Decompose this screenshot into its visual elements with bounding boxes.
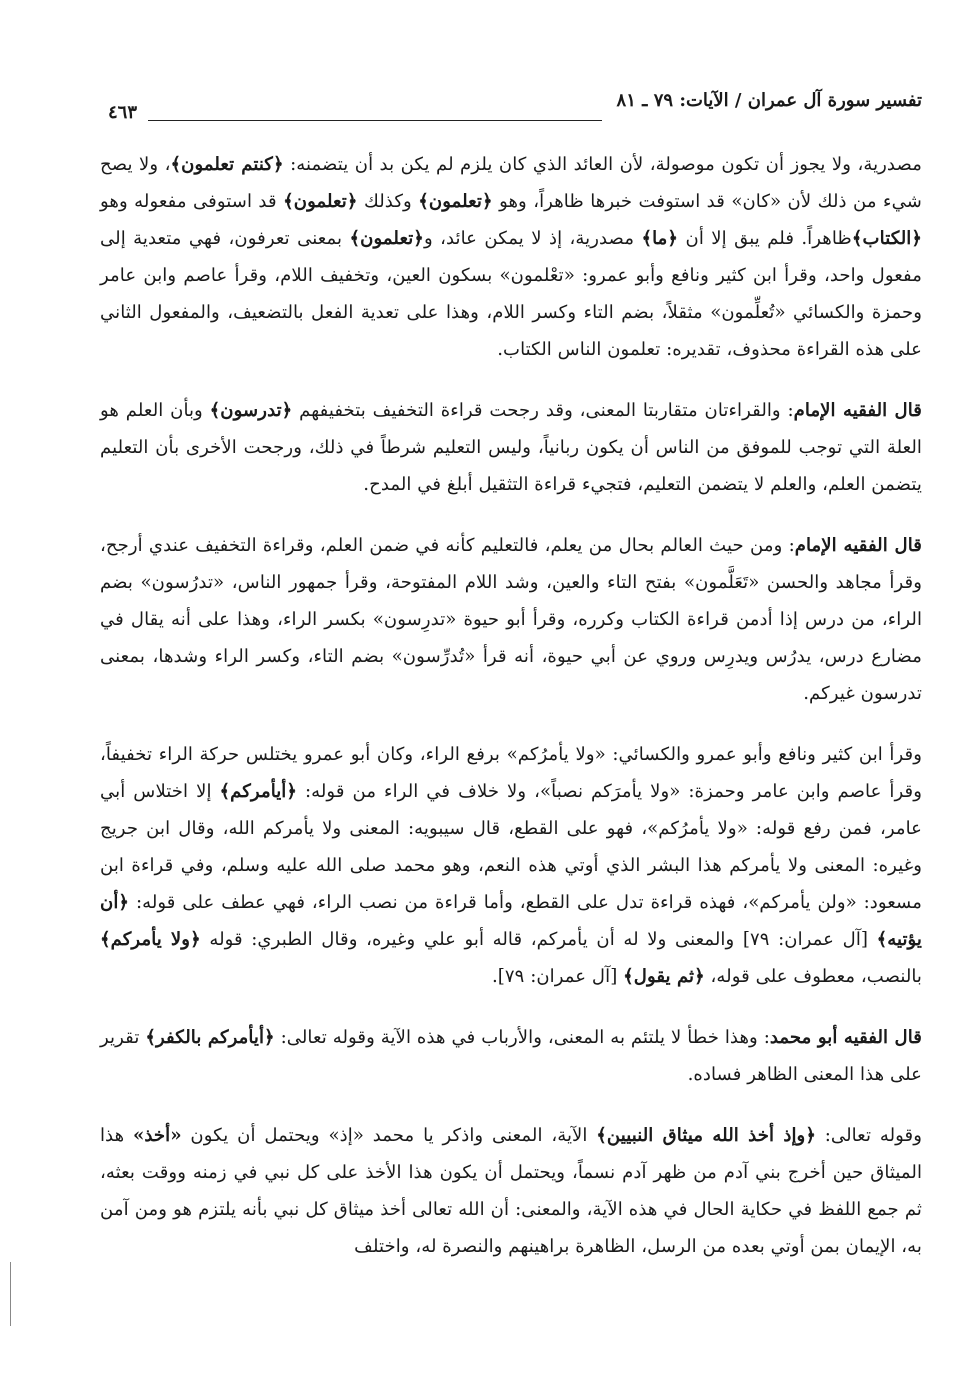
body-text: هذا الميثاق حين أخرج بني آدم من ظهر آدم نسماً، ويحتمل أن يكون هذا الأخذ على كل نبي في زمنه ووقت بعثه، ثم جمع اللفظ في حكاية الحال في هذه الآية، والمعنى: أن الله تعالى أخذ ميثاق كل نبي بأنه يلتزم هو ومن آمن به، الإيمان بمن أوتي بعده من الرسل، الظاهرة براهينهم والنصرة له، واختلف xyxy=(100,1125,922,1257)
emphasis-text: «أخذ» xyxy=(133,1125,182,1146)
emphasis-text: ﴿أيأمركم﴾ xyxy=(219,781,298,802)
emphasis-text: ﴿أيأمركم بالكفر﴾ xyxy=(145,1027,275,1048)
paragraph xyxy=(100,1019,922,1093)
emphasis-text: ﴿أن يؤتيه﴾ xyxy=(100,892,922,950)
body-text: وقوله تعالى: xyxy=(815,1125,922,1146)
body-text: قد استوفى مفعوله وهو xyxy=(100,191,284,212)
body-text: : ومن حيث العالم بحال من يعلم، فالتعليم كأنه في ضمن العلم، وقراءة التخفيف عندي أرجح، وقرأ مجاهد والحسن «تَعَلَّمون» بفتح التاء والعين، وشد اللام المفتوحة، وقرأ جمهور الناس، «تدرُسون» بضم الراء، من درس إذا أدمن قراءة الكتاب وكرره، وقرأ أبو حيوة «تدرِسون» بكسر الراء، وهذا على أنه يقال في مضارع درس، يدرُس ويدرِس وروي عن أبي حيوة، أنه قرأ «تُدرِّسون» بضم التاء، وكسر الراء وشدها، بمعنى تدرسون غيركم. xyxy=(100,535,922,704)
emphasis-text: قال الفقيه أبو محمد xyxy=(769,1027,922,1048)
paragraph xyxy=(100,392,922,503)
emphasis-text: ﴿كنتم تعلمون﴾ xyxy=(170,154,284,175)
header-title: تفسير سورة آل عمران / الآيات: ٧٩ ـ ٨١ xyxy=(616,90,922,111)
body-text: وبأن العلم هو العلة التي توجب للموفق من الناس أن يكون ربانياً، وليس التعليم شرطاً في ذلك، ورجحت الأخرى بأن التعليم يتضمن العلم، والعلم لا يتضمن التعليم، فتجيء قراءة التثقيل أبلغ في المدح. xyxy=(100,400,922,495)
emphasis-text: ﴿تدرسون﴾ xyxy=(209,400,293,421)
body-text: وقرأ ابن كثير ونافع وأبو عمرو والكسائي: «ولا يأمرُكم» برفع الراء، وكان أبو عمرو يختلس حركة الراء تخفيفاً، وقرأ عاصم وابن عامر وحمزة: «ولا يأمرَكم نصباً»، ولا خلاف في الراء من قوله: xyxy=(100,744,922,802)
body-text: [آل عمران: ٧٩] والمعنى ولا له أن يأمركم، قاله أبو علي وغيره، وقال الطبري: قوله xyxy=(200,929,877,950)
emphasis-text: قال الفقيه الإمام xyxy=(794,535,922,556)
body-text: ظاهراً. فلم يبق إلا أن xyxy=(678,228,852,249)
body-text: مصدرية، ولا يجوز أن تكون موصولة، لأن العائد الذي كان يلزم لم يكن بد أن يتضمنه: xyxy=(283,154,922,175)
body-text: : والقراءتان متقاربتا المعنى، وقد رجحت قراءة التخفيف بتخفيفهم xyxy=(292,400,794,421)
paragraph xyxy=(100,146,922,368)
emphasis-text: قال الفقيه الإمام xyxy=(793,400,922,421)
emphasis-text: ﴿ثم يقول﴾ xyxy=(623,966,705,987)
body-text: بالنصب، معطوف على قوله، xyxy=(704,966,922,987)
body-text: إلا اختلاس أبي عامر، فمن رفع قوله: «ولا يأمرُكم»، فهو على القطع، قال سيبويه: المعنى ولا يأمركم الله، وقال ابن جريج وغيره: المعنى ولا يأمركم هذا البشر الذي أوتي هذه النعم، وهو محمد صلى الله عليه وسلم، وفي قراءة ابن مسعود: «ولن يأمركم»، فهذه قراءة تدل على القطع، وأما قراءة من نصب الراء، فهي عطف على قوله: xyxy=(100,781,922,913)
running-header xyxy=(108,86,922,126)
paragraph xyxy=(100,736,922,995)
page-number: ٤٦٣ xyxy=(108,102,138,123)
emphasis-text: ﴿تعلمون﴾ xyxy=(418,191,493,212)
emphasis-text: ﴿وإذ أخذ الله ميثاق النبيين﴾ xyxy=(596,1125,816,1146)
body-text: تقرير على هذا المعنى الظاهر فساده. xyxy=(100,1027,922,1085)
body-text: بمعنى تعرفون، فهي متعدية إلى مفعول واحد، وقرأ ابن كثير ونافع وأبو عمرو: «تعْلمون» بسكون العين، وتخفيف اللام، وقرأ عاصم وابن عامر وحمزة والكسائي «تُعلِّمون» مثقلاً، بضم التاء وكسر اللام، وهذا على تعدية الفعل بالتضعيف، والمفعول الثاني على هذه القراءة محذوف، تقديره: تعلمون الناس الكتاب. xyxy=(100,228,922,360)
body-text: مصدرية، إذ لا يمكن عائد، و xyxy=(423,228,642,249)
emphasis-text: ﴿تعلمون﴾ xyxy=(283,191,358,212)
body-text: [آل عمران: ٧٩]. xyxy=(491,966,624,987)
emphasis-text: ﴿ولا يأمركم﴾ xyxy=(100,929,201,950)
header-rule xyxy=(148,120,602,121)
body-text: ، ولا يصح شيء من ذلك لأن «كان» قد استوفت خبرها ظاهراً، وهو xyxy=(100,154,922,212)
emphasis-text: ﴿ما﴾ xyxy=(641,228,679,249)
scan-edge-mark xyxy=(10,1262,11,1326)
body-text: الآية، المعنى واذكر يا محمد «إذ» ويحتمل أن يكون xyxy=(181,1125,597,1146)
body-text: وكذلك xyxy=(357,191,419,212)
page-body xyxy=(100,146,922,1265)
body-text: : وهذا خطأ لا يلتئم به المعنى، والأرباب في هذه الآية وقوله تعالى: xyxy=(274,1027,770,1048)
paragraph xyxy=(100,1117,922,1265)
emphasis-text: ﴿الكتاب﴾ xyxy=(851,228,922,249)
paragraph xyxy=(100,527,922,712)
emphasis-text: ﴿تعلمون﴾ xyxy=(349,228,424,249)
